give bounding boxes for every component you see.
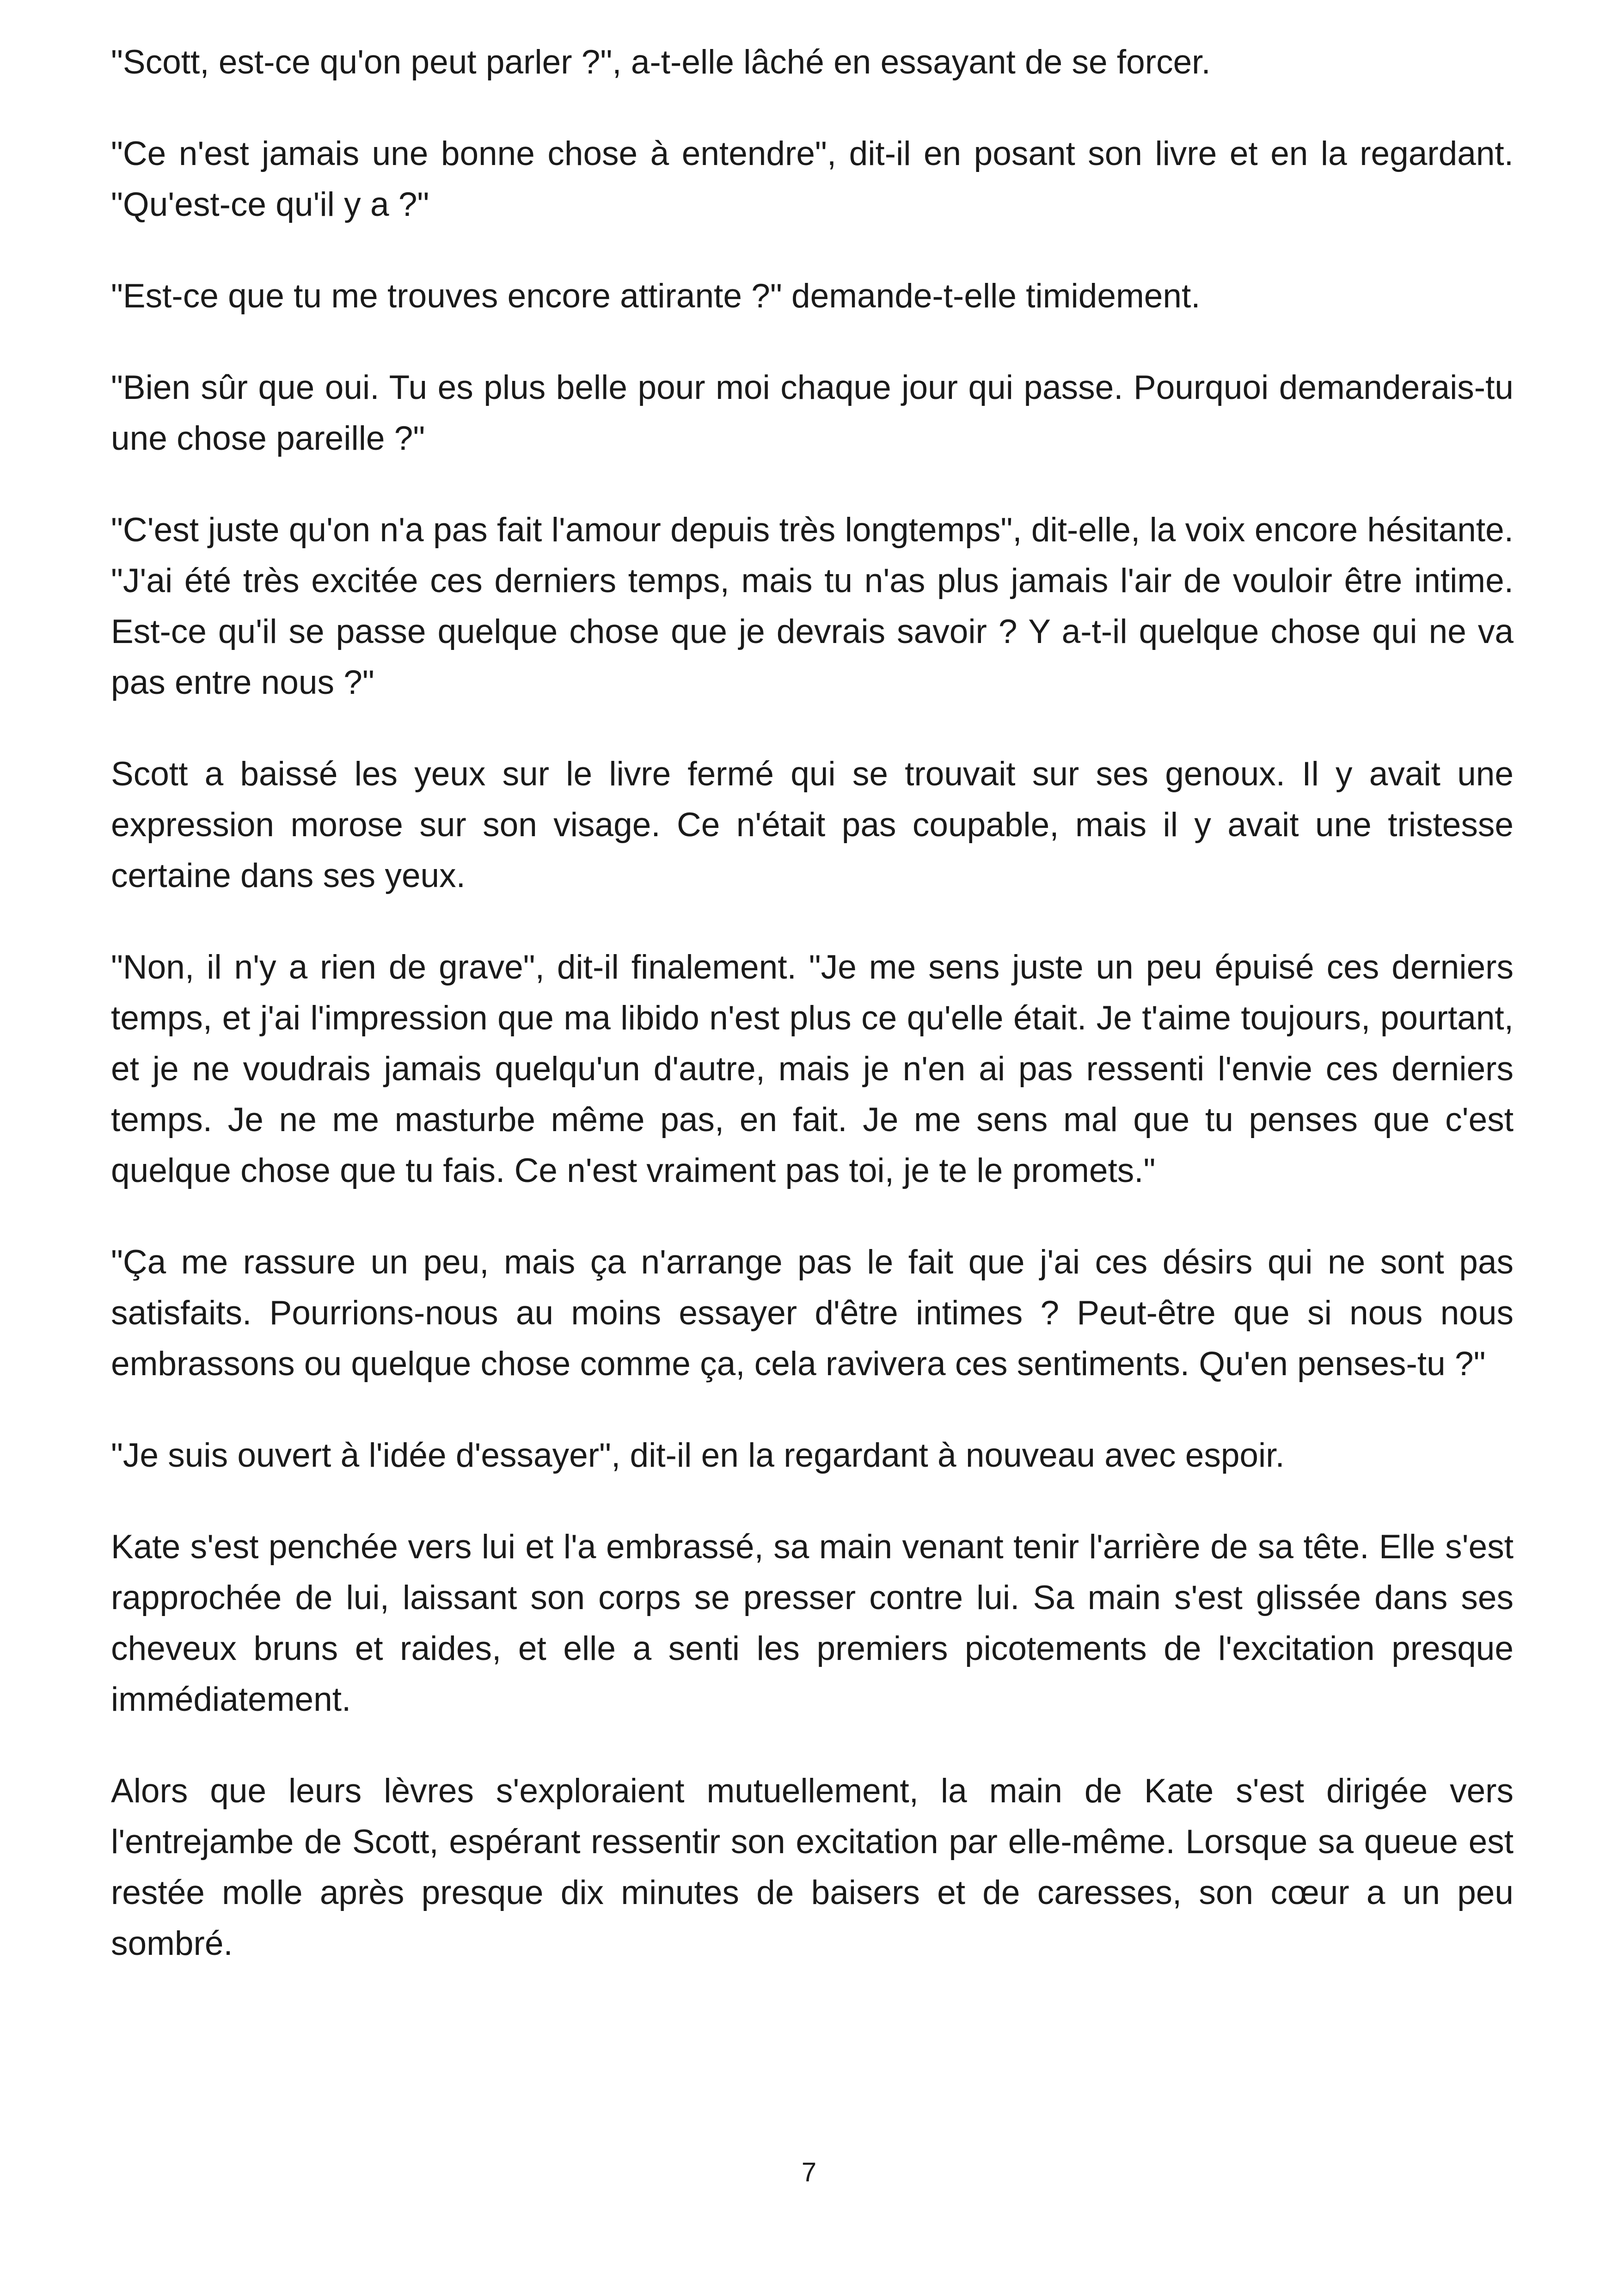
document-body [111,37,1514,1969]
paragraph: Kate s'est penchée vers lui et l'a embrassé, sa main venant tenir l'arrière de sa tête. Elle s'est rapprochée de lui, laissant son corps se presser contre lui. Sa main s'est glissée dans ses cheveux bruns et raides, et elle a senti les premiers picotements de l'excitation presque immédiatement. [111,1528,1514,1718]
paragraph: "Je suis ouvert à l'idée d'essayer", dit-il en la regardant à nouveau avec espoir. [111,1437,1285,1474]
paragraph: "Ça me rassure un peu, mais ça n'arrange pas le fait que j'ai ces désirs qui ne sont pas satisfaits. Pourrions-nous au moins essayer d'être intimes ? Peut-être que si nous nous embrassons ou quelque chose comme ça, cela ravivera ces sentiments. Qu'en penses-tu ?" [111,1243,1514,1383]
paragraph: Alors que leurs lèvres s'exploraient mutuellement, la main de Kate s'est dirigée vers l'entrejambe de Scott, espérant ressentir son excitation par elle-même. Lorsque sa queue est restée molle après presque dix minutes de baisers et de caresses, son cœur a un peu sombré. [111,1772,1514,1962]
paragraph: "Scott, est-ce qu'on peut parler ?", a-t-elle lâché en essayant de se forcer. [111,43,1211,81]
paragraph: "Ce n'est jamais une bonne chose à entendre", dit-il en posant son livre et en la regardant. "Qu'est-ce qu'il y a ?" [111,135,1514,223]
page-number: 7 [801,2157,817,2187]
paragraph: "Bien sûr que oui. Tu es plus belle pour moi chaque jour qui passe. Pourquoi demanderais-tu une chose pareille ?" [111,369,1514,457]
paragraph: Scott a baissé les yeux sur le livre fermé qui se trouvait sur ses genoux. Il y avait une expression morose sur son visage. Ce n'était pas coupable, mais il y avait une tristesse certaine dans ses yeux. [111,755,1514,894]
paragraph: "C'est juste qu'on n'a pas fait l'amour depuis très longtemps", dit-elle, la voix encore hésitante. "J'ai été très excitée ces derniers temps, mais tu n'as plus jamais l'air de vouloir être intime. Est-ce qu'il se passe quelque chose que je devrais savoir ? Y a-t-il quelque chose qui ne va pas entre nous ?" [111,511,1514,701]
paragraph: "Non, il n'y a rien de grave", dit-il finalement. "Je me sens juste un peu épuisé ces derniers temps, et j'ai l'impression que ma libido n'est plus ce qu'elle était. Je t'aime toujours, pourtant, et je ne voudrais jamais quelqu'un d'autre, mais je n'en ai pas ressenti l'envie ces derniers temps. Je ne me masturbe même pas, en fait. Je me sens mal que tu penses que c'est quelque chose que tu fais. Ce n'est vraiment pas toi, je te le promets." [111,949,1514,1189]
paragraph: "Est-ce que tu me trouves encore attirante ?" demande-t-elle timidement. [111,277,1201,315]
